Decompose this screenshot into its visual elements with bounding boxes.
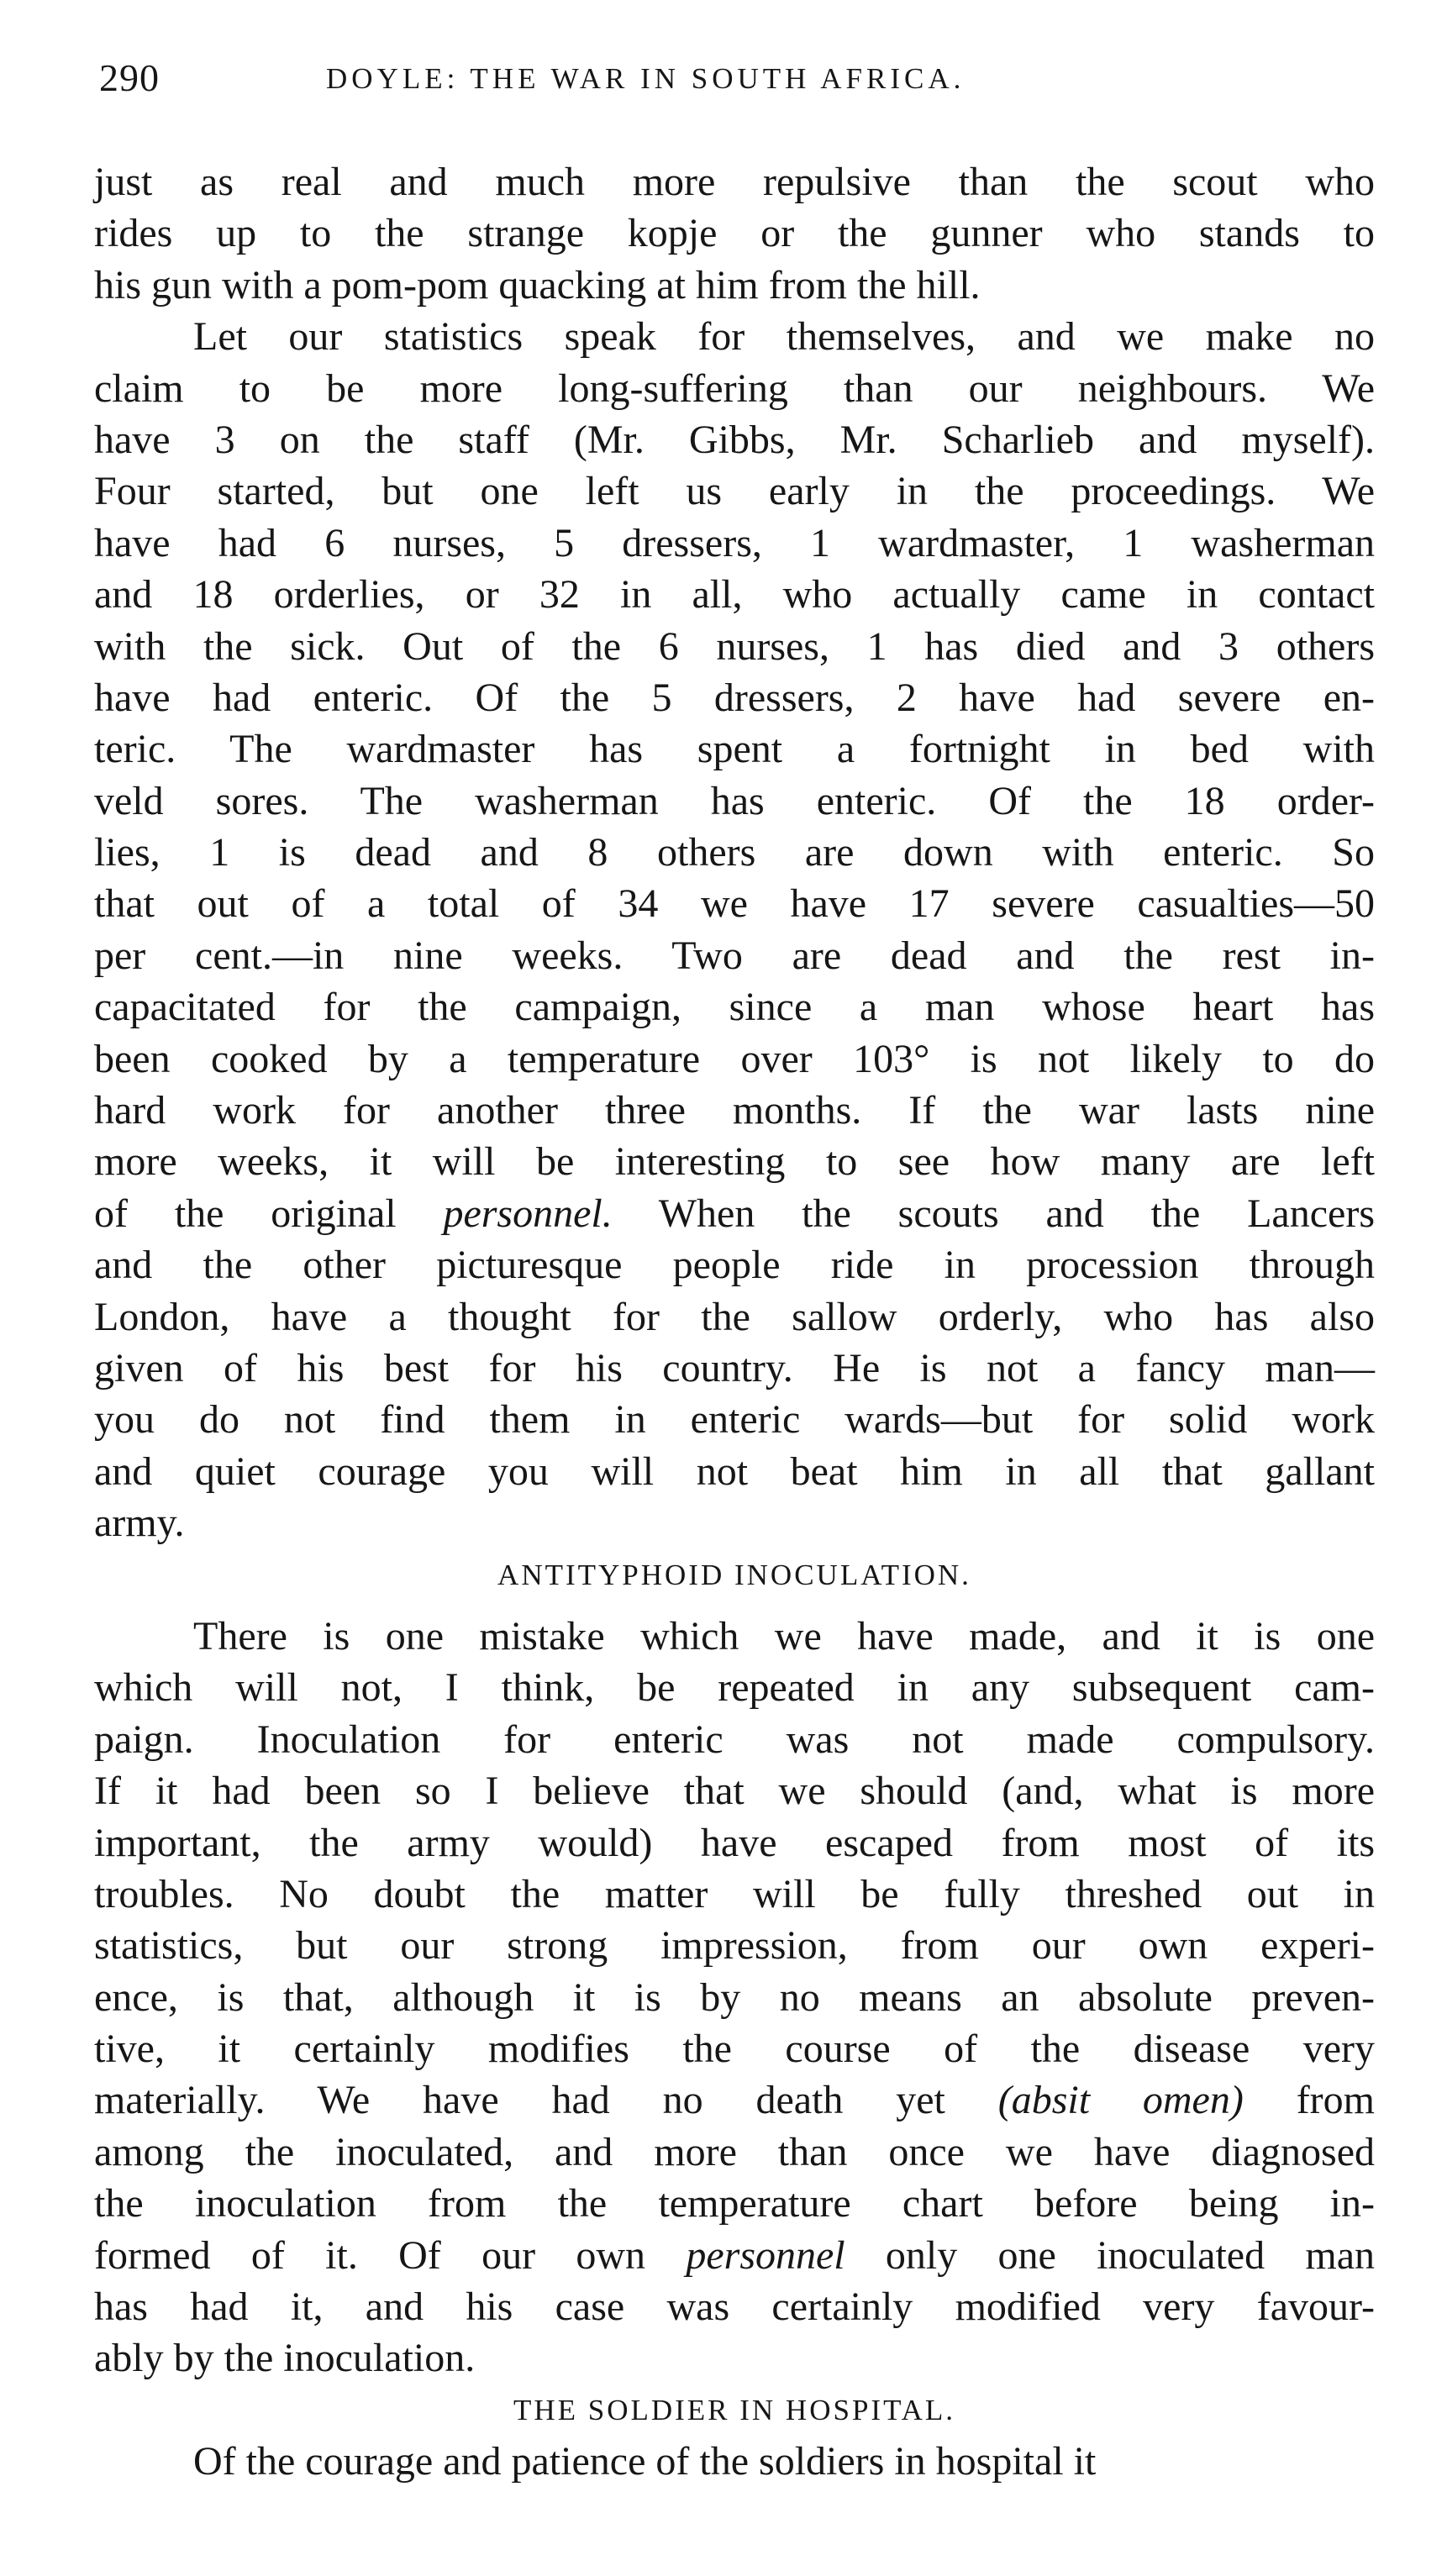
text-line: Of the courage and patience of the soldiers in hospital it: [193, 2439, 1097, 2484]
text-line: ence, is that, although it is by no means an absolute preven-: [94, 1974, 1375, 2020]
text-line: important, the army would) have escaped from most of its: [94, 1820, 1375, 1865]
text-line: with the sick. Out of the 6 nurses, 1 has died and 3 others: [94, 623, 1375, 669]
text-line: London, have a thought for the sallow orderly, who has also: [94, 1294, 1375, 1339]
text-line: veld sores. The washerman has enteric. Of the 18 order-: [94, 778, 1375, 823]
text-line: [94, 1188, 1375, 1239]
text-line: and the other picturesque people ride in procession through: [94, 1243, 1375, 1288]
spacer: [94, 1601, 1375, 1611]
text-line: among the inoculated, and more than once we have diagnosed: [94, 2129, 1375, 2174]
text-segment: materially. We have had no death yet: [94, 2078, 998, 2123]
text-line: has had it, and his case was certainly modified very favour-: [94, 2284, 1375, 2330]
text-line: given of his best for his country. He is not a fancy man—: [94, 1345, 1375, 1391]
text-segment: only one inoculated man: [845, 2232, 1376, 2278]
text-line: paign. Inoculation for enteric was not made compulsory.: [94, 1716, 1375, 1762]
italic-term: (absit omen): [997, 2078, 1244, 2123]
text-line: rides up to the strange kopje or the gunner who stands to: [94, 211, 1375, 256]
text-line: and quiet courage you will not beat him in all that gallant: [94, 1448, 1375, 1494]
running-title: DOYLE: THE WAR IN SOUTH AFRICA.: [326, 62, 966, 95]
text-segment: from: [1243, 2078, 1376, 2123]
text-segment: When the scouts and the Lancers: [612, 1191, 1375, 1236]
body-text: [94, 156, 1375, 2488]
text-line: have had enteric. Of the 5 dressers, 2 have had severe en-: [94, 675, 1375, 720]
text-segment: formed of it. Of our own: [94, 2232, 687, 2278]
running-head: [99, 55, 1376, 123]
text-line: the inoculation from the temperature chart before being in-: [94, 2181, 1375, 2226]
text-line: which will not, I think, be repeated in any subsequent cam-: [94, 1665, 1375, 1711]
text-line: just as real and much more repulsive than the scout who: [94, 160, 1375, 204]
italic-term: personnel: [686, 2232, 845, 2278]
text-line: army.: [94, 1501, 185, 1546]
text-line: If it had been so I believe that we should (and, what is more: [94, 1769, 1375, 1814]
text-line: hard work for another three months. If the war lasts nine: [94, 1088, 1375, 1133]
text-line: [94, 2230, 1375, 2281]
italic-term: personnel.: [443, 1191, 613, 1236]
text-line: Four started, but one left us early in the proceedings. We: [94, 469, 1375, 514]
text-line: claim to be more long-suffering than our neighbours. We: [94, 365, 1375, 411]
text-segment: of the original: [94, 1191, 444, 1236]
section-heading: ANTITYPHOID INOCULATION.: [497, 1558, 971, 1591]
text-line: capacitated for the campaign, since a man whose heart has: [94, 985, 1375, 1030]
text-line: have had 6 nurses, 5 dressers, 1 wardmaster, 1 washerman: [94, 520, 1375, 565]
text-line: that out of a total of 34 we have 17 severe casualties—50: [94, 881, 1375, 927]
text-line: lies, 1 is dead and 8 others are down with enteric. So: [94, 830, 1375, 875]
text-line: per cent.—in nine weeks. Two are dead and the rest in-: [94, 933, 1375, 978]
text-line: more weeks, it will be interesting to see how many are left: [94, 1139, 1375, 1185]
text-line: teric. The wardmaster has spent a fortnight in bed with: [94, 727, 1375, 772]
text-line: been cooked by a temperature over 103° is not likely to do: [94, 1036, 1375, 1081]
text-line: [94, 2074, 1375, 2126]
text-line: and 18 orderlies, or 32 in all, who actually came in contact: [94, 572, 1375, 618]
text-line: his gun with a pom-pom quacking at him from the hill.: [94, 262, 981, 308]
page-number: 290: [99, 56, 160, 99]
text-line: tive, it certainly modifies the course of the disease very: [94, 2027, 1375, 2072]
text-line: troubles. No doubt the matter will be fully threshed out in: [94, 1871, 1375, 1916]
text-line: have 3 on the staff (Mr. Gibbs, Mr. Scharlieb and myself).: [94, 417, 1375, 462]
text-line: There is one mistake which we have made, and it is one: [193, 1613, 1375, 1659]
text-line: Let our statistics speak for themselves, and we make no: [193, 314, 1375, 360]
section-heading: THE SOLDIER IN HOSPITAL.: [513, 2393, 956, 2426]
text-line: ably by the inoculation.: [94, 2336, 476, 2381]
text-line: you do not find them in enteric wards—but for solid work: [94, 1397, 1375, 1443]
text-line: statistics, but our strong impression, from our own experi-: [94, 1923, 1375, 1969]
